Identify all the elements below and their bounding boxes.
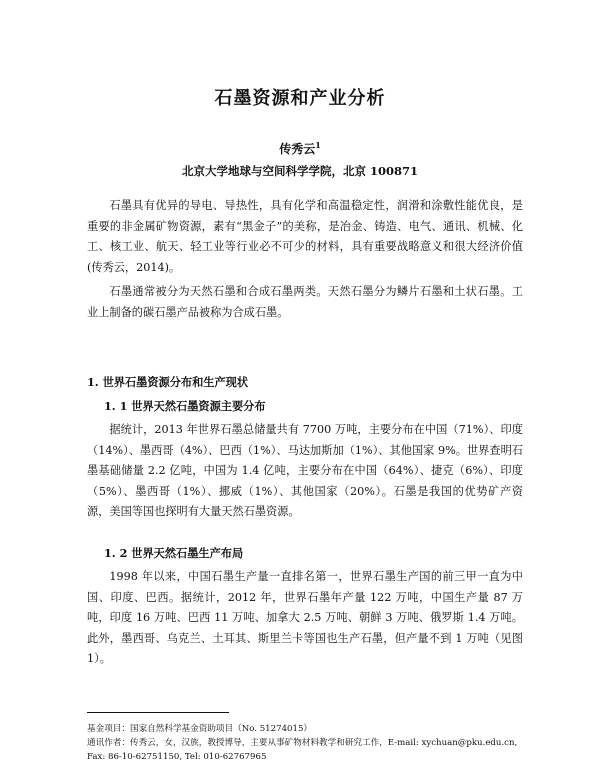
intro-paragraph-1: 石墨具有优异的导电、导热性，具有化学和高温稳定性，润滑和涂敷性能优良，是重要的非金属矿物资源，素有“黑金子”的美称，是冶金、铸造、电气、通讯、机械、化工、核工业、航天、轻工业等行业必不可少的材料，具有重要战略意义和很大经济价值(传秀云，2014)。 xyxy=(87,199,523,274)
footnote-fax: Fax: 86-10-62751150, Tel: 010-62767965 xyxy=(87,752,267,762)
footnote-funding: 基金项目：国家自然科学基金资助项目（No. 51274015） xyxy=(87,724,313,734)
author-line xyxy=(0,140,600,157)
paper-title: 石墨资源和产业分析 xyxy=(214,88,386,109)
footnote-contact: 通讯作者：传秀云，女，汉族，教授博导，主要从事矿物材料教学和研究工作，E-mail: xychuan@pku.edu.cn, xyxy=(87,738,518,748)
intro-paragraph-2: 石墨通常被分为天然石墨和合成石墨两类。天然石墨分为鳞片石墨和土状石墨。工业上制备的碳石墨产品被称为合成石墨。 xyxy=(87,285,523,319)
section-1-2-heading: 1. 2 世界天然石墨生产布局 xyxy=(104,546,244,560)
section-1-2-paragraph: 1998 年以来，中国石墨生产量一直排名第一，世界石墨生产国的前三甲一直为中国、印度、巴西。据统计，2012 年，世界石墨年产量 122 万吨，中国生产量 87 万吨，印度 16 万吨、巴西 11 万吨、加拿大 2.5 万吨、朝鲜 3 万吨、俄罗斯 1.4 万吨。此外，墨西哥、乌克兰、土耳其、斯里兰卡等国也生产石墨，但产量不到 1 万吨（见图 1）。 xyxy=(87,570,523,665)
author-affiliation: 北京大学地球与空间科学学院，北京 100871 xyxy=(181,164,418,178)
footnotes xyxy=(87,722,527,764)
section-1-1-paragraph: 据统计，2013 年世界石墨总储量共有 7700 万吨，主要分布在中国（71%）、印度（14%）、墨西哥（4%）、巴西（1%）、马达加斯加（1%）、其他国家 9%。世界查明石墨基础储量 2.2 亿吨，中国为 1.4 亿吨，主要分布在中国（64%）、捷克（6%）、印度（5%）、墨西哥（1%）、挪威（1%）、其他国家（20%）。石墨是我国的优势矿产资源，美国等国也探明有大量天然石墨资源。 xyxy=(87,423,523,518)
footnote-divider xyxy=(87,712,229,713)
author-name: 传秀云 xyxy=(279,142,316,156)
intro-section xyxy=(87,196,523,323)
section-1-heading: 1. 世界石墨资源分布和生产现状 xyxy=(87,375,249,389)
section-1-2-body xyxy=(87,567,523,670)
section-1-1-body xyxy=(87,420,523,523)
author-superscript: 1 xyxy=(315,140,321,150)
section-1-1-heading: 1. 1 世界天然石墨资源主要分布 xyxy=(104,399,266,413)
